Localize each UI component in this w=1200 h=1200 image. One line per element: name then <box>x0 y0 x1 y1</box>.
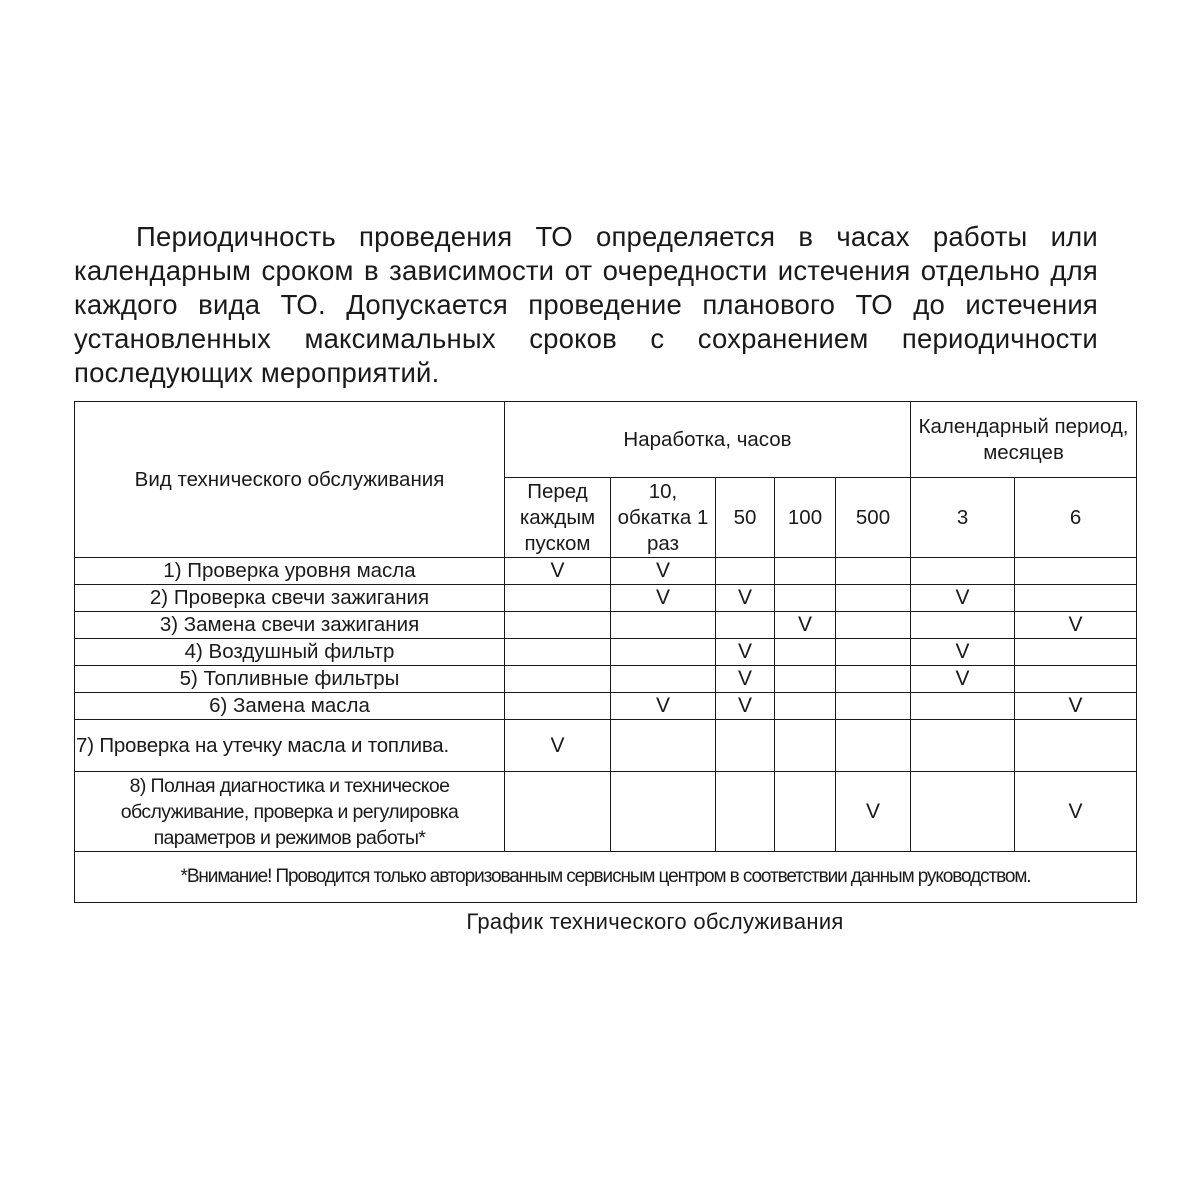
col-6-months: 6 <box>1015 478 1137 558</box>
mark-cell <box>775 693 836 720</box>
mark-cell <box>775 585 836 612</box>
mark-cell <box>611 639 716 666</box>
table-row <box>75 693 1137 720</box>
col-3-months: 3 <box>911 478 1015 558</box>
task-label: 3) Замена свечи зажигания <box>75 612 505 639</box>
mark-cell: V <box>611 585 716 612</box>
mark-cell <box>775 666 836 693</box>
mark-cell <box>505 585 611 612</box>
mark-cell <box>611 612 716 639</box>
mark-cell: V <box>1015 612 1137 639</box>
mark-cell <box>775 772 836 852</box>
table-row <box>75 585 1137 612</box>
mark-cell <box>1015 585 1137 612</box>
mark-cell <box>836 693 911 720</box>
mark-cell <box>836 585 911 612</box>
task-label: 6) Замена масла <box>75 693 505 720</box>
task-label: 1) Проверка уровня масла <box>75 558 505 585</box>
mark-cell <box>911 558 1015 585</box>
mark-cell <box>716 720 775 772</box>
mark-cell <box>505 666 611 693</box>
mark-cell <box>836 612 911 639</box>
mark-cell <box>911 720 1015 772</box>
table-row <box>75 772 1137 852</box>
header-maintenance-type: Вид технического обслуживания <box>75 402 505 558</box>
mark-cell: V <box>1015 772 1137 852</box>
mark-cell: V <box>716 666 775 693</box>
header-calendar-period: Календарный период, месяцев <box>911 402 1137 478</box>
table-row <box>75 720 1137 772</box>
mark-cell <box>716 558 775 585</box>
mark-cell <box>836 666 911 693</box>
mark-cell: V <box>716 693 775 720</box>
mark-cell <box>505 639 611 666</box>
col-before-each-start: Перед каждым пуском <box>505 478 611 558</box>
mark-cell <box>775 639 836 666</box>
warning-note: *Внимание! Проводится только авторизованным сервисным центром в соответствии данным руководством. <box>75 852 1137 903</box>
mark-cell <box>911 612 1015 639</box>
mark-cell <box>1015 639 1137 666</box>
task-label: 4) Воздушный фильтр <box>75 639 505 666</box>
mark-cell <box>911 693 1015 720</box>
header-operating-hours: Наработка, часов <box>505 402 911 478</box>
mark-cell <box>716 612 775 639</box>
col-10-hours: 10, обкатка 1 раз <box>611 478 716 558</box>
mark-cell: V <box>505 720 611 772</box>
mark-cell: V <box>505 558 611 585</box>
mark-cell: V <box>716 639 775 666</box>
mark-cell: V <box>911 639 1015 666</box>
mark-cell: V <box>716 585 775 612</box>
table-row <box>75 558 1137 585</box>
mark-cell: V <box>836 772 911 852</box>
task-label: 2) Проверка свечи зажигания <box>75 585 505 612</box>
table-caption: График технического обслуживания <box>466 909 844 934</box>
mark-cell <box>836 558 911 585</box>
col-50-hours: 50 <box>716 478 775 558</box>
mark-cell: V <box>775 612 836 639</box>
task-label: 7) Проверка на утечку масла и топлива. <box>75 720 505 772</box>
mark-cell <box>836 720 911 772</box>
col-100-hours: 100 <box>775 478 836 558</box>
mark-cell <box>1015 558 1137 585</box>
mark-cell <box>775 720 836 772</box>
mark-cell <box>911 772 1015 852</box>
mark-cell <box>836 639 911 666</box>
col-500-hours: 500 <box>836 478 911 558</box>
mark-cell <box>1015 666 1137 693</box>
task-label: 8) Полная диагностика и техническое обслуживание, проверка и регулировка параметров и режимов работы* <box>75 772 505 852</box>
mark-cell <box>1015 720 1137 772</box>
mark-cell: V <box>611 693 716 720</box>
task-label: 5) Топливные фильтры <box>75 666 505 693</box>
table-row <box>75 666 1137 693</box>
mark-cell <box>716 772 775 852</box>
mark-cell <box>611 666 716 693</box>
mark-cell <box>611 720 716 772</box>
table-row <box>75 639 1137 666</box>
mark-cell <box>775 558 836 585</box>
maintenance-schedule-table <box>74 401 1137 903</box>
mark-cell: V <box>911 666 1015 693</box>
mark-cell: V <box>611 558 716 585</box>
mark-cell: V <box>911 585 1015 612</box>
intro-paragraph: Периодичность проведения ТО определяется в часах работы или календарным сроком в зависимости от очередности истечения отдельно для каждого вида ТО. Допускается проведение планового ТО до истечения установленных максимальных сроков с сохранением периодичности последующих мероприятий. <box>74 221 1098 388</box>
mark-cell <box>611 772 716 852</box>
mark-cell <box>505 612 611 639</box>
mark-cell: V <box>1015 693 1137 720</box>
mark-cell <box>505 693 611 720</box>
table-row <box>75 612 1137 639</box>
mark-cell <box>505 772 611 852</box>
